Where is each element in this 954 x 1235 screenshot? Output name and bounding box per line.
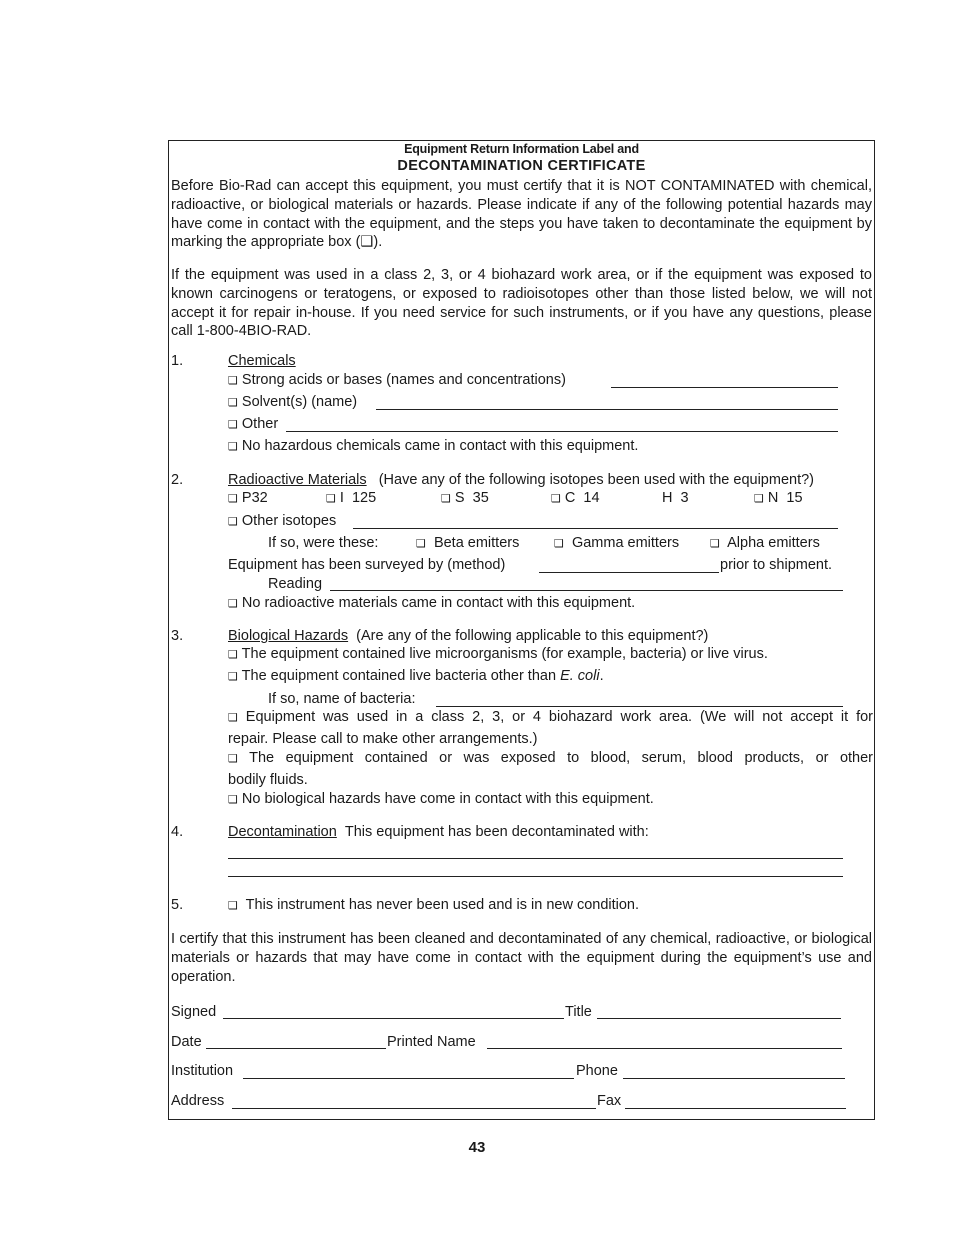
section-1-heading: Chemicals [228,353,296,369]
signed-label: Signed [171,1004,217,1020]
solvents-field[interactable] [376,409,838,410]
checkbox-icon: ❑ [228,440,238,453]
institution-field[interactable] [243,1078,574,1079]
other-chemicals-field[interactable] [286,431,838,432]
checkbox-icon: ❑ [228,670,238,683]
date-label: Date [171,1034,202,1050]
decontamination-field-line-1[interactable] [228,858,843,859]
checkbox-icon: ❑ [228,648,238,661]
checkbox-icon: ❑ [228,752,238,765]
checkbox-icon: ❑ [228,515,238,528]
section-4-heading-line [228,823,649,841]
reading-label: Reading [268,576,323,592]
checkbox-no-biological[interactable]: ❑ No biological hazards have come in contact with this equipment. [228,791,654,807]
checkbox-icon: ❑ [441,492,451,505]
signed-field[interactable] [223,1018,564,1019]
checkbox-beta-emitters[interactable]: ❑ Beta emitters [416,535,520,551]
bacteria-name-label: If so, name of bacteria: [268,691,416,707]
survey-method-field[interactable] [539,572,719,573]
checkbox-icon: ❑ [554,537,564,550]
checkbox-live-bacteria[interactable]: ❑ The equipment contained live bacteria other than E. coli. [228,668,604,684]
checkbox-isotope-i125[interactable]: ❑ I 125 [326,490,377,506]
form-subtitle: Equipment Return Information Label and [404,142,639,156]
checkbox-icon: ❑ [754,492,764,505]
emitters-prompt: If so, were these: [268,535,379,551]
checkbox-icon: ❑ [228,597,238,610]
prior-to-shipment-label: prior to shipment. [720,557,833,573]
section-2-heading-line [228,471,814,489]
address-field[interactable] [232,1108,596,1109]
decontamination-field-line-2[interactable] [228,876,843,877]
isotope-h3: H 3 [662,490,689,506]
reading-field[interactable] [330,590,843,591]
section-1-number: 1. [171,353,184,369]
checkbox-icon: ❑ [228,396,238,409]
section-2-number: 2. [171,472,184,488]
checkbox-isotope-s35[interactable]: ❑ S 35 [441,490,489,506]
checkbox-icon: ❑ [416,537,426,550]
checkbox-no-chemicals[interactable]: ❑ No hazardous chemicals came in contact with this equipment. [228,438,639,454]
checkbox-strong-acids[interactable]: ❑ Strong acids or bases (names and concentrations) [228,372,566,388]
form-title: DECONTAMINATION CERTIFICATE [397,158,646,174]
intro-paragraph-2: If the equipment was used in a class 2, 3, or 4 biohazard work area, or if the equipment was exposed to known carcinogens or teratogens, or exposed to radioisotopes other than those listed below, we will not accept it for repair in-house. If you need service for such instruments, or if you have any questions, please call 1-800-4BIO-RAD. [171,267,872,340]
section-4-heading: Decontamination [228,824,337,840]
checkbox-alpha-emitters[interactable]: ❑ Alpha emitters [710,535,820,551]
checkbox-other-isotopes[interactable]: ❑ Other isotopes [228,513,337,529]
other-isotopes-field[interactable] [353,528,838,529]
checkbox-other-chemicals[interactable]: ❑ Other [228,416,279,432]
checkbox-icon: ❑ [710,537,720,550]
section-3-question: (Are any of the following applicable to this equipment?) [356,628,709,644]
title-field[interactable] [597,1018,841,1019]
checkbox-icon: ❑ [228,374,238,387]
section-4-number: 4. [171,824,184,840]
checkbox-isotope-p32[interactable]: ❑ P32 [228,490,268,506]
checkbox-biohazard-area[interactable]: ❑ Equipment was used in a class 2, 3, or 4 biohazard work area. (We will not accept it for [228,709,873,725]
checkbox-gamma-emitters[interactable]: ❑ Gamma emitters [554,535,680,551]
checkbox-icon: ❑ [228,418,238,431]
section-3-number: 3. [171,628,184,644]
checkbox-icon: ❑ [228,492,238,505]
blood-fluids-continuation: bodily fluids. [228,772,308,788]
checkbox-no-radioactive[interactable]: ❑ No radioactive materials came in contact with this equipment. [228,595,636,611]
checkbox-blood-fluids[interactable]: ❑ The equipment contained or was exposed to blood, serum, blood products, or other [228,750,873,766]
fax-field[interactable] [625,1108,846,1109]
section-4-text: This equipment has been decontaminated with: [344,824,649,840]
phone-label: Phone [576,1063,618,1079]
title-label: Title [565,1004,592,1020]
checkbox-solvents[interactable]: ❑ Solvent(s) (name) [228,394,358,410]
checkbox-icon: ❑ [326,492,336,505]
bacteria-name-field[interactable] [436,706,843,707]
surveyed-label: Equipment has been surveyed by (method) [228,557,506,573]
printed-name-field[interactable] [487,1048,842,1049]
phone-field[interactable] [623,1078,845,1079]
biohazard-area-note: repair. Please call to make other arrangements.) [228,731,538,747]
fax-label: Fax [597,1093,622,1109]
certification-statement: I certify that this instrument has been cleaned and decontaminated of any chemical, radioactive, or biological materials or hazards that may have come in contact with the equipment during the equipment’s use and operation. [171,931,872,985]
checkbox-icon: ❑ [551,492,561,505]
checkbox-icon: ❑ [228,793,238,806]
strong-acids-field[interactable] [611,387,838,388]
checkbox-icon: ❑ [228,711,238,724]
page-number: 43 [468,1139,486,1156]
checkbox-never-used[interactable]: ❑ This instrument has never been used and is in new condition. [228,897,640,913]
section-2-heading: Radioactive Materials [228,472,367,488]
section-3-heading-line [228,627,708,645]
section-5-number: 5. [171,897,184,913]
date-field[interactable] [206,1048,386,1049]
checkbox-isotope-n15[interactable]: ❑ N 15 [754,490,803,506]
address-label: Address [171,1093,225,1109]
checkbox-icon: ❑ [228,899,238,912]
checkbox-isotope-c14[interactable]: ❑ C 14 [551,490,600,506]
intro-paragraph-1: Before Bio-Rad can accept this equipment, you must certify that it is NOT CONTAMINATED with chemical, radioactive, or biological materials or hazards. Please indicate if any of the following potential hazards may have come in contact with the equipment, and the steps you have taken to decontaminate the equipment by marking the appropriate box (❑). [171,178,872,251]
printed-name-label: Printed Name [387,1034,476,1050]
section-2-question: (Have any of the following isotopes been used with the equipment?) [378,472,814,488]
decontamination-certificate-form [168,140,875,1120]
section-3-heading: Biological Hazards [228,628,349,644]
institution-label: Institution [171,1063,234,1079]
checkbox-live-microorganisms[interactable]: ❑ The equipment contained live microorganisms (for example, bacteria) or live virus. [228,646,768,662]
